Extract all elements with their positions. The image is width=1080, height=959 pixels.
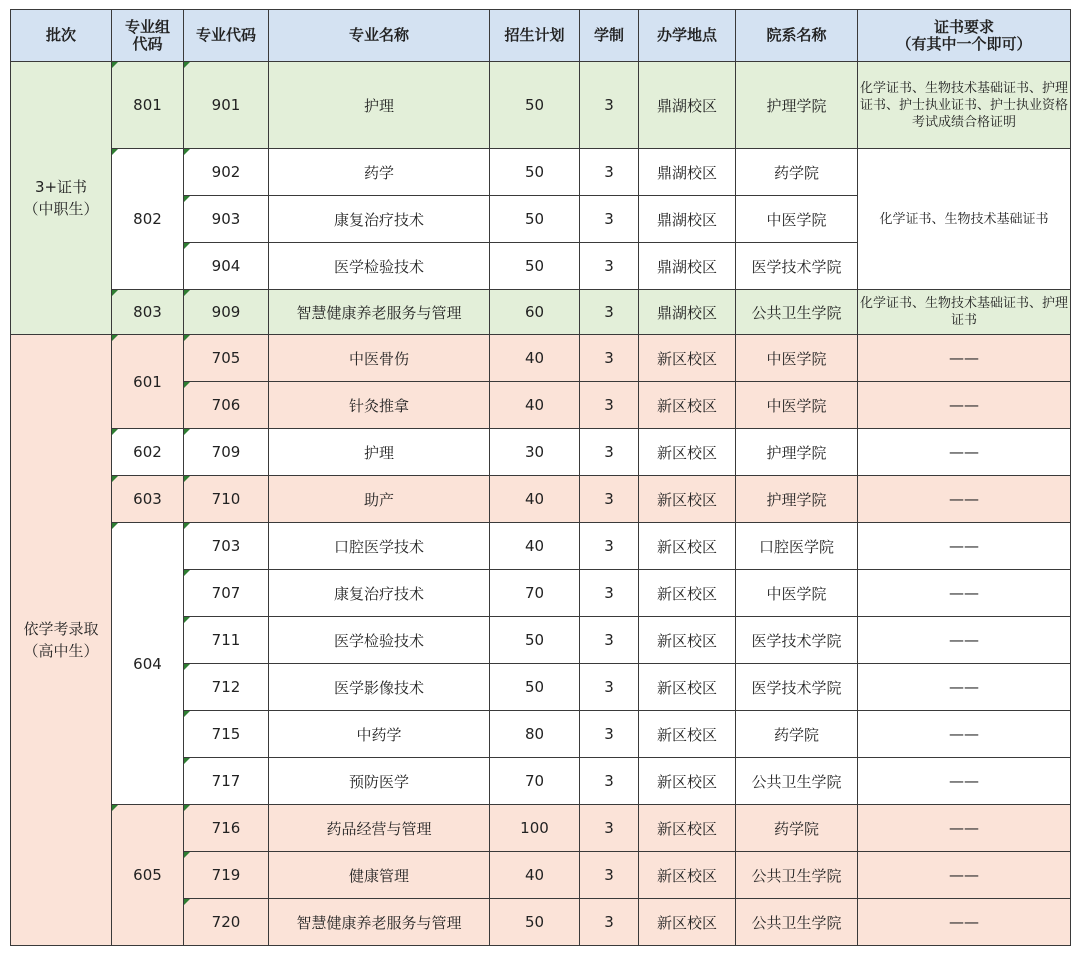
location-cell: 新区校区 [639,899,736,946]
years-cell: 3 [580,617,639,664]
major-code-cell: 710 [184,476,269,523]
plan-cell: 50 [490,196,580,243]
department-cell: 护理学院 [736,62,858,149]
header-years: 学制 [580,10,639,62]
certificate-cell: 化学证书、生物技术基础证书 [858,149,1071,290]
major-code-cell: 715 [184,711,269,758]
years-cell: 3 [580,382,639,429]
plan-cell: 50 [490,243,580,290]
certificate-cell: —— [858,664,1071,711]
header-major-name: 专业名称 [269,10,490,62]
major-name-cell: 中医骨伤 [269,335,490,382]
plan-cell: 30 [490,429,580,476]
batch-cell-vocational [11,62,112,335]
certificate-cell: —— [858,429,1071,476]
major-code-cell: 717 [184,758,269,805]
location-cell: 鼎湖校区 [639,290,736,335]
table-row [11,476,1071,523]
department-cell: 口腔医学院 [736,523,858,570]
years-cell: 3 [580,664,639,711]
major-name-cell: 药品经营与管理 [269,805,490,852]
major-name-cell: 针灸推拿 [269,382,490,429]
location-cell: 新区校区 [639,429,736,476]
major-code-cell: 719 [184,852,269,899]
location-cell: 新区校区 [639,805,736,852]
department-cell: 药学院 [736,149,858,196]
batch-high-school-line2: （高中生） [23,642,99,660]
location-cell: 新区校区 [639,382,736,429]
location-cell: 新区校区 [639,617,736,664]
plan-cell: 40 [490,852,580,899]
group-code-cell: 802 [112,149,184,290]
location-cell: 新区校区 [639,758,736,805]
table-row [11,290,1071,335]
major-name-cell: 医学检验技术 [269,617,490,664]
major-name-cell: 护理 [269,62,490,149]
major-code-cell: 712 [184,664,269,711]
department-cell: 护理学院 [736,476,858,523]
group-code-cell: 803 [112,290,184,335]
certificate-cell: —— [858,852,1071,899]
years-cell: 3 [580,570,639,617]
table-row [11,62,1071,149]
major-name-cell: 智慧健康养老服务与管理 [269,899,490,946]
department-cell: 护理学院 [736,429,858,476]
major-name-cell: 康复治疗技术 [269,570,490,617]
years-cell: 3 [580,429,639,476]
location-cell: 新区校区 [639,570,736,617]
location-cell: 新区校区 [639,523,736,570]
years-cell: 3 [580,196,639,243]
certificate-cell: —— [858,335,1071,382]
batch-vocational-line1: 3+证书 [34,178,88,196]
location-cell: 新区校区 [639,711,736,758]
header-group-code-line1: 专业组 [124,17,170,36]
certificate-cell: —— [858,758,1071,805]
group-code-cell: 601 [112,335,184,429]
header-group-code [112,10,184,62]
major-name-cell: 预防医学 [269,758,490,805]
major-name-cell: 康复治疗技术 [269,196,490,243]
header-row [11,10,1071,62]
location-cell: 新区校区 [639,664,736,711]
major-code-cell: 711 [184,617,269,664]
plan-cell: 70 [490,570,580,617]
major-name-cell: 智慧健康养老服务与管理 [269,290,490,335]
certificate-cell: 化学证书、生物技术基础证书、护理证书 [858,290,1071,335]
department-cell: 医学技术学院 [736,243,858,290]
plan-cell: 70 [490,758,580,805]
plan-cell: 80 [490,711,580,758]
batch-cell-high-school [11,335,112,946]
plan-cell: 40 [490,382,580,429]
major-name-cell: 药学 [269,149,490,196]
header-group-code-line2: 代码 [132,34,163,53]
years-cell: 3 [580,523,639,570]
major-code-cell: 909 [184,290,269,335]
major-code-cell: 706 [184,382,269,429]
header-certificate-line2: （有其中一个即可） [896,34,1032,53]
location-cell: 鼎湖校区 [639,149,736,196]
department-cell: 公共卫生学院 [736,899,858,946]
batch-high-school-line1: 依学考录取 [23,620,99,638]
department-cell: 医学技术学院 [736,617,858,664]
group-code-cell: 603 [112,476,184,523]
group-code-cell: 801 [112,62,184,149]
major-code-cell: 707 [184,570,269,617]
enrollment-plan-table [10,9,1071,946]
plan-cell: 40 [490,523,580,570]
major-code-cell: 705 [184,335,269,382]
major-code-cell: 904 [184,243,269,290]
department-cell: 药学院 [736,711,858,758]
department-cell: 公共卫生学院 [736,290,858,335]
certificate-cell: —— [858,805,1071,852]
group-code-cell: 605 [112,805,184,946]
location-cell: 鼎湖校区 [639,196,736,243]
major-name-cell: 健康管理 [269,852,490,899]
years-cell: 3 [580,711,639,758]
certificate-cell: —— [858,382,1071,429]
group-code-cell: 602 [112,429,184,476]
certificate-cell: —— [858,617,1071,664]
years-cell: 3 [580,852,639,899]
years-cell: 3 [580,335,639,382]
major-code-cell: 703 [184,523,269,570]
department-cell: 医学技术学院 [736,664,858,711]
plan-cell: 100 [490,805,580,852]
header-department: 院系名称 [736,10,858,62]
major-code-cell: 709 [184,429,269,476]
header-location: 办学地点 [639,10,736,62]
department-cell: 中医学院 [736,335,858,382]
certificate-cell: —— [858,711,1071,758]
certificate-cell: —— [858,523,1071,570]
years-cell: 3 [580,149,639,196]
table-row [11,335,1071,382]
major-code-cell: 901 [184,62,269,149]
years-cell: 3 [580,899,639,946]
header-major-code: 专业代码 [184,10,269,62]
location-cell: 鼎湖校区 [639,62,736,149]
department-cell: 公共卫生学院 [736,758,858,805]
certificate-cell: 化学证书、生物技术基础证书、护理证书、护士执业证书、护士执业资格考试成绩合格证明 [858,62,1071,149]
years-cell: 3 [580,62,639,149]
plan-cell: 50 [490,617,580,664]
table-row [11,805,1071,852]
location-cell: 新区校区 [639,852,736,899]
plan-cell: 50 [490,664,580,711]
plan-cell: 50 [490,149,580,196]
plan-cell: 60 [490,290,580,335]
years-cell: 3 [580,758,639,805]
table-row [11,523,1071,570]
table-row [11,149,1071,196]
department-cell: 中医学院 [736,196,858,243]
major-code-cell: 720 [184,899,269,946]
major-code-cell: 903 [184,196,269,243]
years-cell: 3 [580,243,639,290]
header-certificate [858,10,1071,62]
years-cell: 3 [580,290,639,335]
batch-vocational-line2: （中职生） [23,200,99,218]
header-batch: 批次 [11,10,112,62]
location-cell: 鼎湖校区 [639,243,736,290]
major-name-cell: 助产 [269,476,490,523]
group-code-cell: 604 [112,523,184,805]
years-cell: 3 [580,805,639,852]
plan-cell: 50 [490,899,580,946]
certificate-cell: —— [858,570,1071,617]
header-plan: 招生计划 [490,10,580,62]
department-cell: 中医学院 [736,570,858,617]
certificate-cell: —— [858,476,1071,523]
plan-cell: 40 [490,476,580,523]
department-cell: 公共卫生学院 [736,852,858,899]
enrollment-plan-table-container [10,9,1071,946]
major-name-cell: 医学检验技术 [269,243,490,290]
major-name-cell: 中药学 [269,711,490,758]
major-name-cell: 护理 [269,429,490,476]
location-cell: 新区校区 [639,335,736,382]
location-cell: 新区校区 [639,476,736,523]
plan-cell: 50 [490,62,580,149]
department-cell: 中医学院 [736,382,858,429]
department-cell: 药学院 [736,805,858,852]
years-cell: 3 [580,476,639,523]
major-name-cell: 医学影像技术 [269,664,490,711]
certificate-cell: —— [858,899,1071,946]
major-name-cell: 口腔医学技术 [269,523,490,570]
header-certificate-line1: 证书要求 [933,17,994,36]
major-code-cell: 716 [184,805,269,852]
plan-cell: 40 [490,335,580,382]
table-row [11,429,1071,476]
major-code-cell: 902 [184,149,269,196]
